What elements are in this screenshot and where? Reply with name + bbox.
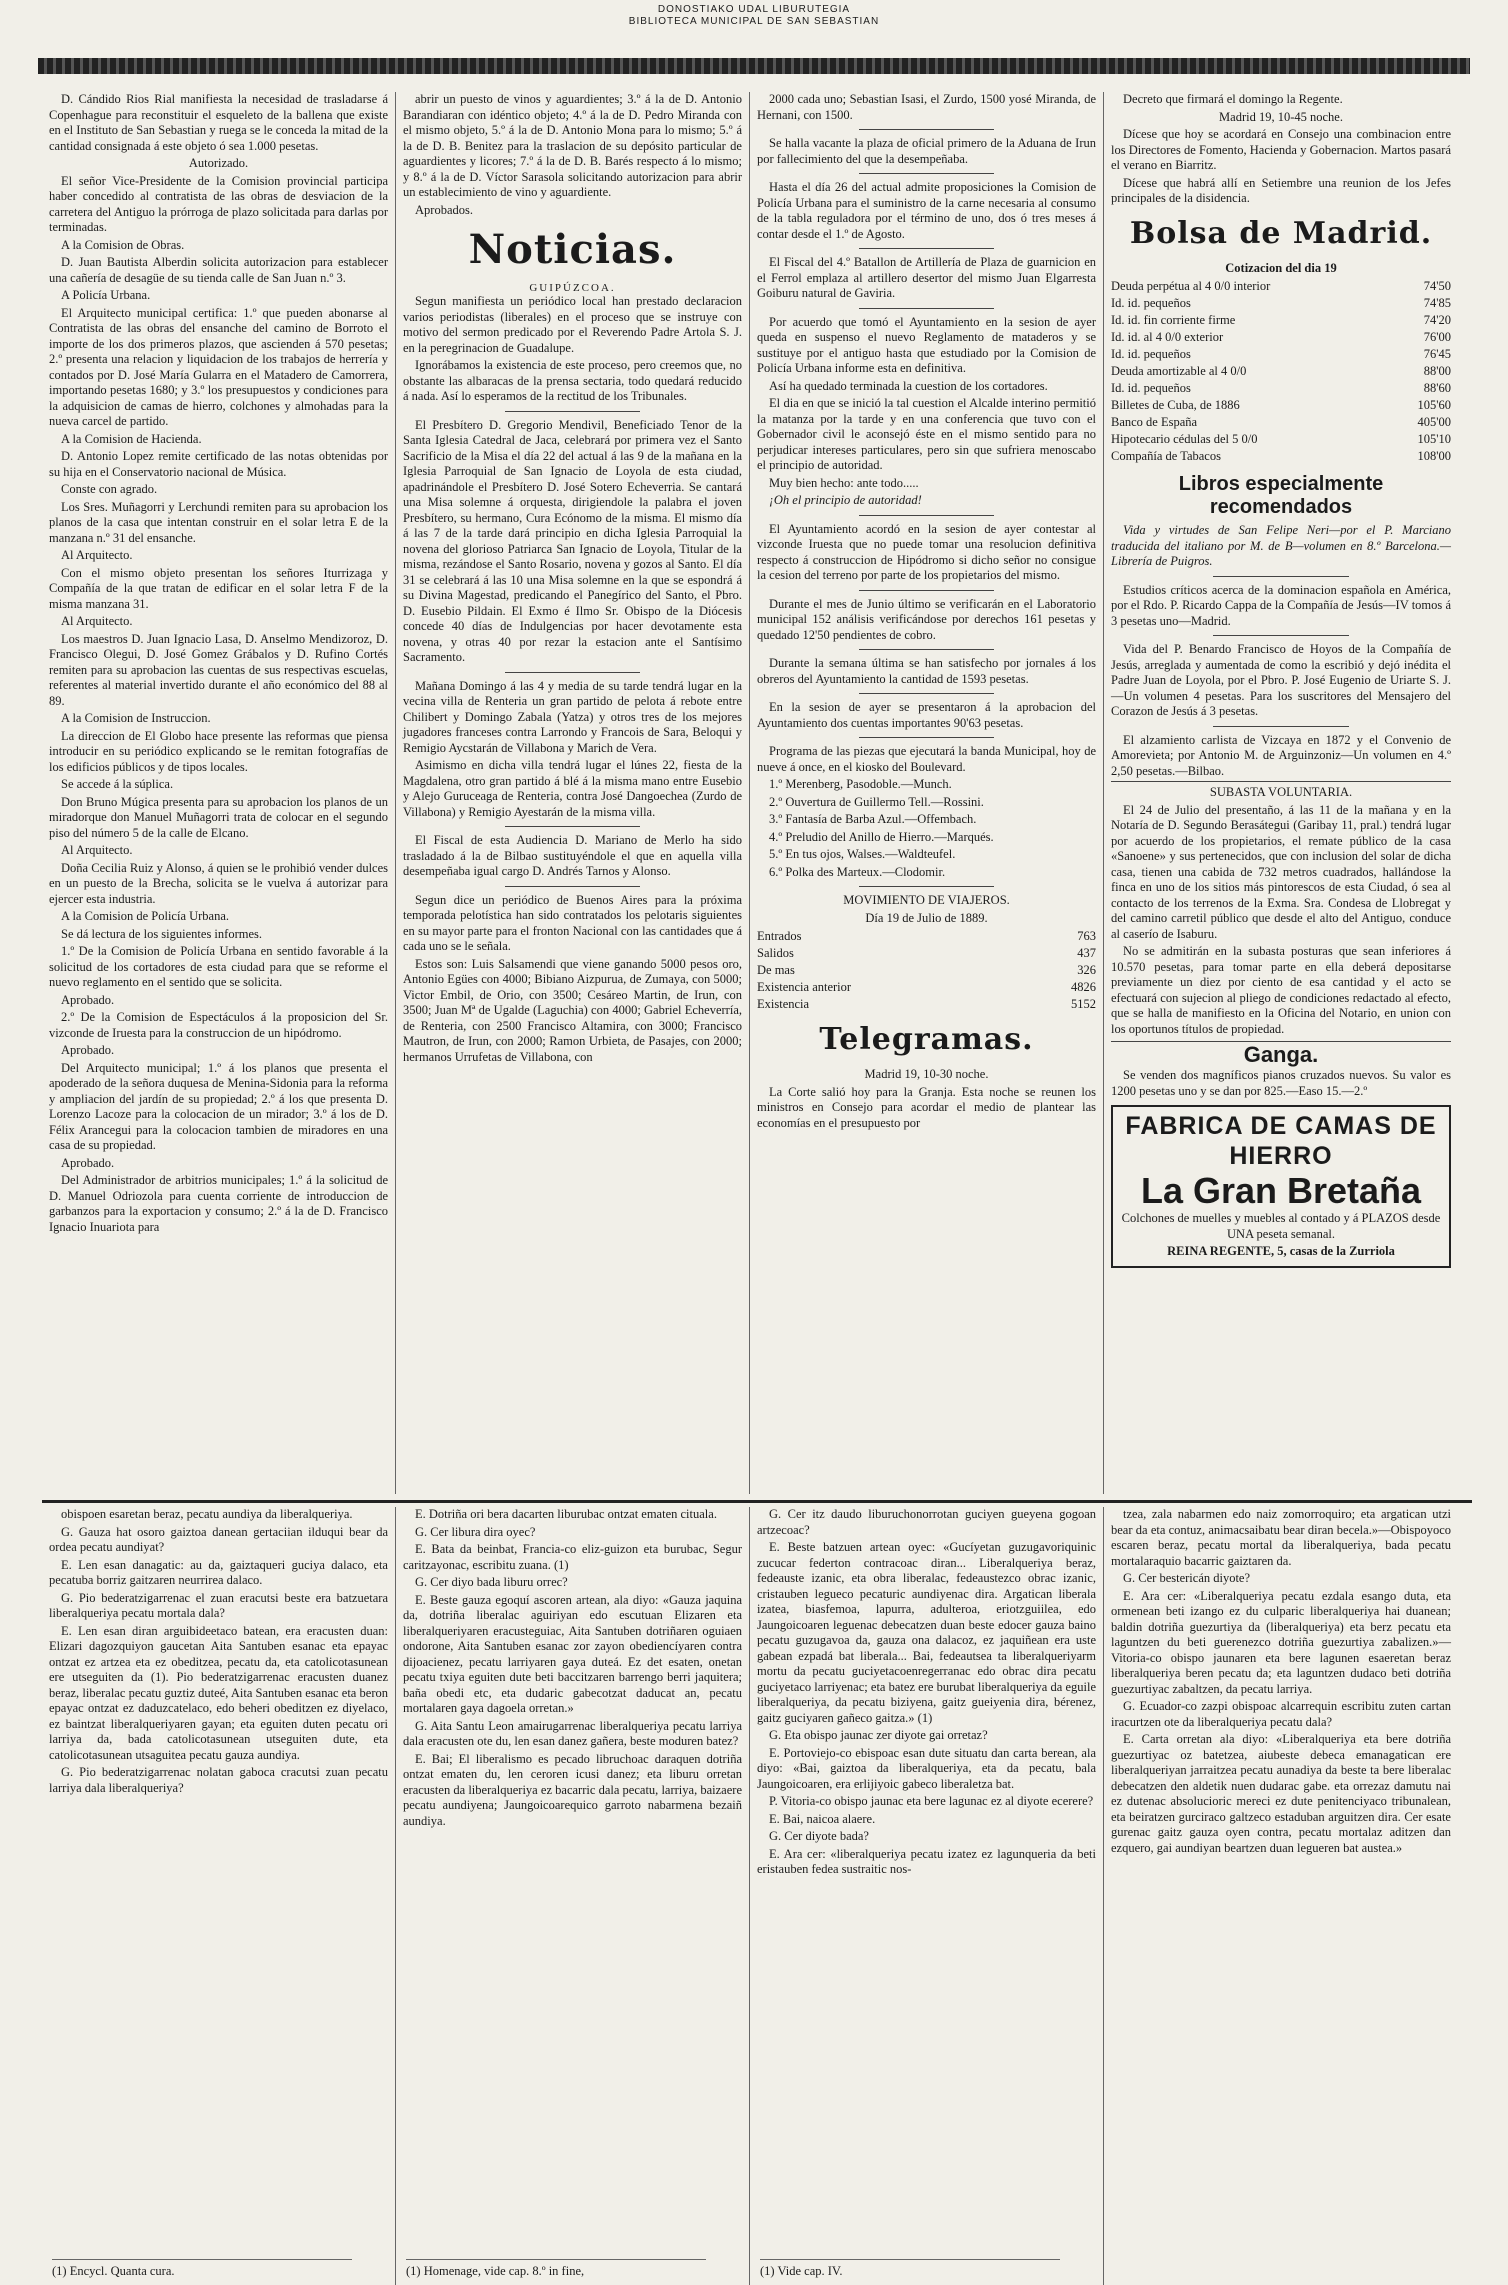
ad-address: REINA REGENTE, 5, casas de la Zurriola xyxy=(1167,1244,1395,1258)
divider xyxy=(859,248,995,249)
table-cell: 405'00 xyxy=(1417,415,1451,429)
paragraph: Al Arquitecto. xyxy=(61,614,133,628)
column-1 xyxy=(42,92,396,1494)
paragraph: No se admitirán en la subasta posturas que sean inferiores á 10.570 pesetas, para tomar parte en ella deberá depositarse previamente un diez por ciento de esa cantidad y el acto se efectuará con sujecion al pliego de condiciones redactado al efecto, que se halla de manifiesto en la Oficina del Notario, en union con los oportunos títulos de propiedad. xyxy=(1111,944,1451,1036)
paragraph: Con el mismo objeto presentan los señores Iturrizaga y Compañía de la que tratan de edificar en el solar letra F de la misma manzana 31. xyxy=(49,565,388,611)
divider xyxy=(859,590,995,591)
lower-column-2 xyxy=(396,1507,750,2285)
table-row xyxy=(1111,448,1451,465)
table-row xyxy=(1111,431,1451,448)
table-cell: Id. id. pequeños xyxy=(1111,381,1191,395)
footnote: (1) Vide cap. IV. xyxy=(760,2259,1060,2279)
paragraph: Se venden dos magníficos pianos cruzados nuevos. Su valor es 1200 pesetas uno y se dan por 825.—Easo 15.—2.º xyxy=(1111,1068,1451,1098)
paragraph: Segun dice un periódico de Buenos Aires para la próxima temporada pelotística han sido contratados los pelotaris siguientes en su mayor parte para el fronton Nacional con las cantidades que á cada uno se le señala. xyxy=(403,892,742,953)
paragraph: G. Aita Santu Leon amairugarrenac liberalqueriya pecatu larriya dala eracusten ote du, len esan danez gañera, beste moduren batez? xyxy=(403,1718,742,1748)
paragraph: 1.º De la Comision de Policía Urbana en sentido favorable á la solicitud de los cortadores de esta ciudad para que se reforme el nuevo reglamento en el sentido que se solicita. xyxy=(49,944,388,989)
column-4 xyxy=(1104,92,1458,1494)
program-item: 1.º Merenberg, Pasodoble.—Munch. xyxy=(769,777,952,791)
table-cell: Entrados xyxy=(757,929,802,943)
paragraph: La Corte salió hoy para la Granja. Esta noche se reunen los ministros en Consejo para acordar el medio de plantear las economías en el presupuesto por xyxy=(757,1084,1096,1130)
paragraph: El dia en que se inició la tal cuestion el Alcalde interino permitió la matanza por la tarde y en una conferencia que tuvo con el Gobernador civil le aconsejó éste en el mismo sentido para no perjudicar intereses particulares, pero sin que sufriera menoscabo el principio de autoridad. xyxy=(757,396,1096,472)
paragraph: Muy bien hecho: ante todo..... xyxy=(769,475,919,490)
divider xyxy=(1213,635,1349,636)
divider xyxy=(859,129,995,130)
table-cell: 763 xyxy=(1077,929,1096,943)
paragraph: E. Ara cer: «liberalqueriya pecatu izatez ez lagunqueria da beti eristauben fedea sustraitic nos- xyxy=(757,1846,1096,1876)
table-cell: Id. id. al 4 0/0 exterior xyxy=(1111,330,1224,344)
paragraph: Autorizado. xyxy=(188,156,249,170)
advertisement-box xyxy=(1111,1105,1451,1268)
column-3 xyxy=(750,92,1104,1494)
table-row xyxy=(1111,312,1451,329)
table-cell: 88'00 xyxy=(1423,364,1451,378)
library-stamp xyxy=(0,4,1508,28)
paragraph: En la sesion de ayer se presentaron á la aprobacion del Ayuntamiento dos cuentas importantes 90'63 pesetas. xyxy=(757,700,1096,730)
paragraph: G. Ecuador-co zazpi obispoac alcarrequin escribitu zuten cartan iracurtzen ote da liberalqueriya pecatu dala? xyxy=(1111,1699,1451,1729)
paragraph: G. Cer diyote bada? xyxy=(769,1829,869,1843)
paragraph: E. Ara cer: «Liberalqueriya pecatu ezdala esango duta, eta ormenean beti izango ez du culparic liberalqueriya hai duanean; baldin dotriña guezurtiya da (liberalqueriya) eta berz pecatu eta laguntzen du beti guerenezco dotriña guezurtiya zabalizen.»—Vitoria-co obispo jaunaren eta bere lagunen esaeretan beraz liberalqueriya beren pecatu da; eta laguntzen dudaco beti dotriña guezurtiyac zabaltzen, da pecatu larriya. xyxy=(1111,1588,1451,1696)
paragraph: A la Comision de Instruccion. xyxy=(61,711,211,725)
movement-table xyxy=(757,928,1096,1013)
movement-title: MOVIMIENTO DE VIAJEROS. xyxy=(843,893,1010,907)
table-cell: 5152 xyxy=(1071,997,1096,1011)
table-cell: 88'60 xyxy=(1423,381,1451,395)
paragraph: 2000 cada uno; Sebastian Isasi, el Zurdo, 1500 yosé Miranda, de Hernani, con 1500. xyxy=(757,92,1096,122)
paragraph: Decreto que firmará el domingo la Regente. xyxy=(1123,92,1343,106)
paragraph: A la Comision de Policía Urbana. xyxy=(61,909,230,923)
table-cell: 74'20 xyxy=(1423,313,1451,327)
table-cell: Deuda perpétua al 4 0/0 interior xyxy=(1111,279,1271,293)
program-item: 5.º En tus ojos, Walses.—Waldteufel. xyxy=(769,847,956,861)
paragraph: G. Gauza hat osoro gaiztoa danean gertaciian ilduqui bear da ordea pecatu aundiyat? xyxy=(49,1524,388,1554)
telegram-date: Madrid 19, 10-45 noche. xyxy=(1219,109,1343,124)
paragraph: D. Juan Bautista Alberdin solicita autorizacion para establecer una cañería de desagüe de su tienda calle de San Juan n.º 3. xyxy=(49,255,388,285)
section-heading-bolsa: Bolsa de Madrid. xyxy=(1129,215,1433,251)
table-cell: 108'00 xyxy=(1417,449,1451,463)
paragraph: E. Dotriña ori bera dacarten liburubac ontzat ematen cituala. xyxy=(415,1507,717,1521)
divider xyxy=(859,693,995,694)
paragraph: Aprobados. xyxy=(415,202,473,217)
paragraph: Asimismo en dicha villa tendrá lugar el lúnes 22, fiesta de la Magdalena, otro gran partido á blé á la misma mano entre Eusebio y Alejo Guruceaga de Renteria, contra José Dangoechea (Zurdo de Villabona) y Remigio Ayestarán de la misma villa. xyxy=(403,758,742,819)
paragraph: Dícese que hoy se acordará en Consejo una combinacion entre los Directores de Fomento, Hacienda y Gobernacion. Martos pasará el verano en Biarritz. xyxy=(1111,127,1451,172)
ad-brand: La Gran Bretaña xyxy=(1140,1170,1422,1211)
section-heading-telegramas: Telegramas. xyxy=(819,1022,1034,1057)
paragraph: El señor Vice-Presidente de la Comision provincial participa haber concedido al contratista de las obras de desviacion de la carretera del Antiguo la prórroga de plazo solicitada para darlas por terminadas. xyxy=(49,173,388,234)
ganga-title: Ganga. xyxy=(1111,1041,1451,1068)
table-cell: Salidos xyxy=(757,946,794,960)
paragraph: ¡Oh el principio de autoridad! xyxy=(769,493,922,507)
paragraph: E. Len esan diran arguibideetaco batean, era eracusten duan: Elizari dagozquiyon gaucetan Aita Santuben esanac eta epayac ontzat ez artzea eta ez obeditzea, pecatu da, eta catolicotasunean ere utseguiten da (1). Pio bederatzigarrenac eracusten duanez beraz, liberalac pecatu guztiz duteé, Aita Santuben esanac eta beron epayac ontzat ez daduzcatelaco, edo beheri obeditzen ez diyelaco, ez baintzat liberalqueriyaren gayan; eta eguiten duten pecatu ori larriya da, bada catolicotasunean utseguiten dute, eta catolicotasunean utsaguitea pecatu gauza aundiya. xyxy=(49,1623,388,1762)
book-entry: Vida y virtudes de San Felipe Neri—por el P. Marciano traducida del italiano por M. de B—volumen en 8.º Barcelona.—Librería de Puigros. xyxy=(1111,523,1451,568)
paragraph: Al Arquitecto. xyxy=(61,843,133,857)
table-row xyxy=(1111,346,1451,363)
table-row xyxy=(757,928,1096,945)
table-row xyxy=(1111,329,1451,346)
paragraph: E. Bata da beinbat, Francia-co eliz-guizon eta burubac, Segur caritzayonac, escribitu zuana. (1) xyxy=(403,1542,742,1572)
divider xyxy=(505,886,641,887)
divider xyxy=(505,826,641,827)
program-item: 3.º Fantasía de Barba Azul.—Offembach. xyxy=(769,812,977,826)
paragraph: Así ha quedado terminada la cuestion de los cortadores. xyxy=(769,378,1048,393)
paragraph: Los maestros D. Juan Ignacio Lasa, D. Anselmo Mendizoroz, D. Francisco Olegui, D. José Gomez Grábalos y D. Rufino Cortés remiten para su aprobacion las cuentas de sus respectivas escuelas, referentes al material invertido durante el año económico del 88 al 89. xyxy=(49,631,388,708)
footnote: (1) Encycl. Quanta cura. xyxy=(52,2259,352,2279)
paragraph: Hasta el día 26 del actual admite proposiciones la Comision de Policía Urbana para el suministro de la carne necesaria al consumo de la tabla reguladora por el término de uno, dos ó tres meses á contar desde el 1.º de Agosto. xyxy=(757,180,1096,241)
movement-date: Día 19 de Julio de 1889. xyxy=(865,910,988,925)
paragraph: D. Cándido Rios Rial manifiesta la necesidad de trasladarse á Copenhague para reconstituir el esqueleto de la ballena que existe en el Instituto de San Sebastian y ruega se le conceda la mitad de la cantidad consignada á este objeto ó sea 1.000 pesetas. xyxy=(49,92,388,153)
column-2 xyxy=(396,92,750,1494)
table-row xyxy=(1111,397,1451,414)
footnote: (1) Homenage, vide cap. 8.º in fine, xyxy=(406,2259,706,2279)
paragraph: Se halla vacante la plaza de oficial primero de la Aduana de Irun por fallecimiento del que la desempeñaba. xyxy=(757,136,1096,166)
paragraph: abrir un puesto de vinos y aguardientes; 3.º á la de D. Antonio Barandiaran con idéntico objeto; 4.º á la de D. Pedro Miranda con el mismo objeto, 5.º á la de D. Antonio Mona para lo mismo; 5.º á la de D. B. Benitez para la traslacion de su depósito particular de aguardientes y licores; 7.º á la de D. B. Barés respecto á lo mismo; y 8.º á la de D. Víctor Sarasola solicitando autorizacion para abrir un establecimiento de vino y aguardiente. xyxy=(403,92,742,199)
paragraph: obispoen esaretan beraz, pecatu aundiya da liberalqueriya. xyxy=(61,1507,353,1521)
table-row xyxy=(1111,278,1451,295)
paragraph: Dícese que habrá allí en Setiembre una reunion de los Jefes principales de la disidencia. xyxy=(1111,175,1451,205)
paragraph: El Ayuntamiento acordó en la sesion de ayer contestar al vizconde Iruesta que no puede tomar una resolucion definitiva respecto á construccion de Hipódromo si dicho señor no consigue la cesion del terreno por parte de los propietarios del mismo. xyxy=(757,521,1096,582)
paragraph: G. Eta obispo jaunac zer diyote gai orretaz? xyxy=(769,1728,988,1742)
table-cell: Hipotecario cédulas del 5 0/0 xyxy=(1111,432,1258,446)
paragraph: El Fiscal de esta Audiencia D. Mariano de Merlo ha sido trasladado á la de Bilbao sustituyéndole el que en aquella villa desempeñaba igual cargo D. Andrés Tarnos y Alonso. xyxy=(403,833,742,878)
stamp-line-1: DONOSTIAKO UDAL LIBURUTEGIA xyxy=(657,4,851,15)
paragraph: Al Arquitecto. xyxy=(61,548,133,562)
paragraph: Don Bruno Múgica presenta para su aprobacion los planos de un miradorque don Manuel Muñagorri trata de colocar en el segundo piso del número 5 de la calle de Elcano. xyxy=(49,794,388,840)
program-item: 2.º Ouvertura de Guillermo Tell.—Rossini. xyxy=(769,794,984,809)
table-row xyxy=(757,945,1096,962)
paragraph: A la Comision de Obras. xyxy=(61,237,185,252)
paragraph: Durante el mes de Junio último se verificarán en el Laboratorio municipal 152 análisis verificándose por derechos 161 pesetas y quedado 12'50 pendientes de cobro. xyxy=(757,596,1096,642)
divider xyxy=(1213,726,1349,727)
table-cell: Compañía de Tabacos xyxy=(1111,449,1221,463)
section-subheading: GUIPÚZCOA. xyxy=(529,282,616,294)
table-cell: Deuda amortizable al 4 0/0 xyxy=(1111,364,1247,378)
paragraph: El 24 de Julio del presentaño, á las 11 de la mañana y en la Notaría de D. Segundo Berasátegui (Garibay 11, pral.) tendrá lugar por acuerdo de los propietarios, el remate público de la casa «Sanoene» y sus pertenecidos, que con inclusion del solar de dicha casa, tienen una cabida de 732 metros cuadrados, hallándose la finca en uno de los sitios más pintorescos de esta Ciudad, ó sea al contacto de los terrenos de la Exma. Sra. Condesa de Llobregat y del camino carretil público que desde el alto del Antiguo, conduce al caserío de Isaburu. xyxy=(1111,802,1451,941)
telegram-date: Madrid 19, 10-30 noche. xyxy=(864,1067,989,1081)
masthead-rule xyxy=(38,58,1470,74)
divider xyxy=(859,886,995,887)
paragraph: Ignorábamos la existencia de este proceso, pero creemos que, no obstante las albaracas de la prensa sectaria, todo quedará reducido á nada. Así lo esperamos de la rectitud de los Tribunales. xyxy=(403,358,742,403)
paragraph: Doña Cecilia Ruiz y Alonso, á quien se le prohibió vender dulces en un puesto de la Brecha, solicita se le vuelva á autorizar para ejercer esta industria. xyxy=(49,860,388,906)
table-row xyxy=(757,979,1096,996)
paragraph: tzea, zala nabarmen edo naiz zomorroquiro; eta argatican utzi bear da eta contuz, animacsaibatu bear diran becela.»—Obispoyoco escaren beraz, pecatu mortal da liberalqueriya, bada pecatu mortalaraquio bacarric gaiztaren da. xyxy=(1111,1507,1451,1568)
paragraph: G. Pio bederatzigarrenac el zuan eracutsi beste era batzuetara liberalqueriya pecatu mortala dala? xyxy=(49,1590,388,1620)
table-cell: Billetes de Cuba, de 1886 xyxy=(1111,398,1240,412)
paragraph: Durante la semana última se han satisfecho por jornales á los obreros del Ayuntamiento la cantidad de 1593 pesetas. xyxy=(757,656,1096,686)
program-item: 4.º Preludio del Anillo de Hierro.—Marqués. xyxy=(769,829,994,844)
section-heading-libros: Libros especialmente recomendados xyxy=(1178,473,1384,518)
paragraph: E. Carta orretan ala diyo: «Liberalqueriya eta bere dotriña guezurtiyac oz batetzea, aiubeste debeca emanagatican ere liberalqueriyan jarraitzea pecatu aunadiya da beste ta bere liberalac debecatzen den aldetik nuen dudarac gabe. eta orrezaz damutu nai ez dutenac absolucioric mereci ez dute penitenciyaco tribunalean, eta beiratzen gurciraco galtzeco estaduban arguitzen dira. Cer esate gurenac gaitz gauza oyen contra, pecatu mortalaz aditzen dan ezquero, gai aundiyan beartzen duan legueren bat austea.» xyxy=(1111,1732,1451,1855)
paragraph: E. Bai; El liberalismo es pecado libruchoac daraquen dotriña ontzat ematen du, len ceroren icusi danez; eta liburu orretan eracusten da liberalqueriya ez bacarric dala pecatu, larriya, baizaere pecatu aundiyena; Jaungoicoarequico garroto nabarmena bezaiñ aundiya. xyxy=(403,1751,742,1828)
paragraph: Segun manifiesta un periódico local han prestado declaracion varios periodistas (liberales) en el proceso que se instruye con motivo del sermon predicado por el Reverendo Padre Artola S. J. en la peregrinacion de Guadalupe. xyxy=(403,294,742,355)
paragraph: E. Bai, naicoa alaere. xyxy=(769,1811,876,1826)
table-cell: 105'60 xyxy=(1417,398,1451,412)
table-cell: 4826 xyxy=(1071,980,1096,994)
paragraph: E. Beste gauza egoquí ascoren artean, ala diyo: «Gauza jaquina da, dotriña liberalac aguiriyan edo escutuan Elizaren eta liberalqueriyaren eracusteguiac, Aita Santuben dotriñaren oguiaen ondorone, Aita Santuben esanac zor zayon obediencíyaren contra dijoacienez, pecatu larriyaren gaya duteá. Ez det esaten, onetan pecatu txiya eguiten dute beti baccitzaren barrengo berri jaquitera; baña obedi etc, eta dudaric gabecotzat daducat an, pecatu mortalaren gaya dagoela orretan.» xyxy=(403,1592,742,1715)
paragraph: Aprobado. xyxy=(61,992,115,1007)
paragraph: Del Administrador de arbitrios municipales; 1.º á la solicitud de D. Manuel Odriozola para cuenta corriente de introduccion de garbanzos para la exportacion y consumo; 2.º á la de D. Francisco Ignacio Inuariota para xyxy=(49,1173,388,1234)
book-entry: El alzamiento carlista de Vizcaya en 1872 y el Convenio de Amorevieta; por Antonio M. de Arguinzoniz—Un volumen en 4.º 2,50 pesetas.—Bilbao. xyxy=(1111,732,1451,778)
paragraph: Aprobado. xyxy=(61,1155,115,1170)
paragraph: Mañana Domingo á las 4 y media de su tarde tendrá lugar en la vecina villa de Renteria un gran partido de pelota á rebote entre Chilibert y Domingo Zabala (Yatza) y otros tres de los mejores jugadores franceses contra Larrondo y Francois de Sara, Beloqui y Remigio Aycstarán de Villabona y Marich de Vera. xyxy=(403,678,742,755)
paragraph: P. Vitoria-co obispo jaunac eta bere lagunac ez al diyote ecerere? xyxy=(769,1794,1094,1808)
paragraph: El Presbítero D. Gregorio Mendivil, Beneficiado Tenor de la Santa Iglesia Catedral de Jaca, celebrará por primera vez el Santo Sacrificio de la Misa el día 22 del actual á las 9 de la mañana en la Iglesia Parroquial de San Ignacio de Loyola de esta ciudad, apadrinándole el Presbítero D. José Sotero Echeverria. Se cantará una Misa solemne á orquesta, dirigiendole la palabra el joven Presbítero, su hermano, Cura Ecónomo de la misma. El mismo día á las 7 de la tarde dará principio en dicha Iglesia Parroquial la novena del glorioso Patriarca San Ignacio de Loyola, Titular de la misma, rezándose el Santo Rosario, novena y gozos al Santo. El día 31 se celebrará á las 10 una Misa solemne en la que se espondrá á su Divina Magestad, predicando el Panegírico del Santo, el Pbro. D. Eusebio Pildain. El Exmo é Ilmo Sr. Obispo de la Diócesis concede 40 días de Indulgencias por hacer devotamente esta novena, y otras 40 por rezar la estacion ante el Santísimo Sacramento. xyxy=(403,417,742,664)
table-cell: 437 xyxy=(1077,946,1096,960)
quotation-table xyxy=(1111,278,1451,465)
paragraph: E. Len esan danagatic: au da, gaiztaqueri guciya dalaco, eta pecatuba borriz gaitzaren neurrirea dalaco. xyxy=(49,1557,388,1587)
paragraph: E. Portoviejo-co ebispoac esan dute situatu dan carta berean, ala diyo: «Bai, gaiztoa da liberalqueriya, eta da pecatu, bala Jaungoicoaren, era erlijiyoic gabeco liberaletza bat. xyxy=(757,1745,1096,1791)
paragraph: Por acuerdo que tomó el Ayuntamiento en la sesion de ayer queda en suspenso el nuevo Reglamento de mataderos y se sustituye por el antiguo hasta que estudiado por la Comision de Policía Urbana informe esta en definitiva. xyxy=(757,314,1096,375)
divider xyxy=(859,737,995,738)
paragraph: G. Cer itz daudo liburuchonorrotan guciyen gueyena gogoan artzecoac? xyxy=(757,1507,1096,1537)
paragraph: Se dá lectura de los siguientes informes. xyxy=(61,926,262,941)
divider xyxy=(1213,576,1349,577)
paragraph: G. Cer bestericán diyote? xyxy=(1123,1571,1251,1585)
paragraph: A la Comision de Hacienda. xyxy=(61,431,202,446)
paragraph: El Arquitecto municipal certifica: 1.º que pueden abonarse al Contratista de las obras del ensanche del camino de Borroto el importe de los dos primeros plazos, que ascienden á 570 pesetas; 2.º presenta una relacion y liquidacion de los trabajos de herrería y contados por D. José María Gularra en el Matadero de Camorrera, importando pesetas 1680; y 3.º los presupuestos y condiciones para la adquisicion de camas de hierro, colchones y almohadas para la nueva carcel de partido. xyxy=(49,305,388,428)
table-cell: 74'85 xyxy=(1423,296,1451,310)
table-cell: 105'10 xyxy=(1417,432,1451,446)
paragraph: E. Beste batzuen artean oyec: «Gucíyetan guzugavoriquinic zucucar federton contracoac diran... Liberalqueriya beraz, fedeauste izanic, eta obra liberalac, fedeaustezco obrac izanic, cristauben legueco pecaturic aundiyenac dira. Argatican liberala izatea, biasfemoa, lapurra, adulteroa, eriotzguiilea, edo Jaungoicoaren leguenac debecatzen duan beste edocer gauza baino pecatu guzugavoa da, gauza ona dalacoz, ez jaquiñean era uste gabean ezpadá bat liberala... Bai, fedeautsea ta liberalqueriyarm mortu da pecatu guciyetacoenregerranac edo obrac dira pecatu guciyetaco larriyenac; eta batez ere burubat liberalqueriya da eguile liberalqueriya, da pecatu biziyena, gaitz gueiyenia dira, bérenez, gaitz guciyaren gañeco gaitza.» (1) xyxy=(757,1540,1096,1725)
section-heading-noticias: Noticias. xyxy=(468,226,677,273)
table-cell: 326 xyxy=(1077,963,1096,977)
table-row xyxy=(1111,295,1451,312)
paragraph: A Policía Urbana. xyxy=(61,288,151,302)
table-cell: Banco de España xyxy=(1111,415,1198,429)
lower-column-3 xyxy=(750,1507,1104,2285)
table-cell: De mas xyxy=(757,963,795,977)
stamp-line-2: BIBLIOTECA MUNICIPAL DE SAN SEBASTIAN xyxy=(628,16,880,27)
paragraph: G. Cer diyo bada liburu orrec? xyxy=(415,1575,568,1589)
paragraph: Se accede á la súplica. xyxy=(61,777,174,791)
table-row xyxy=(1111,363,1451,380)
table-cell: 74'50 xyxy=(1423,279,1451,293)
program-item: 6.º Polka des Marteux.—Clodomir. xyxy=(769,864,946,879)
table-row xyxy=(1111,380,1451,397)
table-cell: Id. id. fin corriente firme xyxy=(1111,313,1236,327)
ad-headline: FABRICA DE CAMAS DE HIERRO xyxy=(1125,1112,1437,1170)
paragraph: D. Antonio Lopez remite certificado de las notas obtenidas por su hija en el Conservatorio nacional de Música. xyxy=(49,449,388,479)
divider xyxy=(505,672,641,673)
table-cell: Existencia xyxy=(757,997,810,1011)
divider xyxy=(859,649,995,650)
paragraph: Del Arquitecto municipal; 1.º á los planos que presenta el apoderado de la señora duquesa de Menina-Sidonia para la reforma y ampliacion del jardín de su propiedad; 2.º á los que presenta D. Lorenzo Lacoze para la colocacion de un mirador; 3.º á los de D. Félix Arancegui para la colocacion tambien de miradores en una casa de su propiedad. xyxy=(49,1060,388,1152)
book-entry: Vida del P. Benardo Francisco de Hoyos de la Compañía de Jesús, arreglada y aumentada de como la escribió y dejó inédita el Padre Juan de Loyola, por el Pbro. P. José Eugenio de Uriarte S. J.—Un volumen 4 pesetas. Para los suscritores del Mensajero del Corazon de Jesús á 3 pesetas. xyxy=(1111,642,1451,718)
table-row xyxy=(1111,414,1451,431)
lower-section xyxy=(42,1500,1472,2285)
quotation-title: Cotizacion del dia 19 xyxy=(1225,260,1337,275)
divider xyxy=(505,411,641,412)
table-cell: Id. id. pequeños xyxy=(1111,296,1191,310)
paragraph: Estos son: Luis Salsamendi que viene ganando 5000 pesos oro, Antonio Egües con 4000; Bibiano Aizpurua, de Zumaya, con 5000; Victor Embil, de Orio, con 3500; Cesáreo Martin, de Irun, con 3500; Juan Mª de Ugalde (Laguchia) con 4000; Gabriel Echeverría, de Renteria, con 2500 Francisco Altamira, con 3000; Francisco Mautron, de Irun, con 2000; Ramon Urbieta, de Pasajes, con 2000; hermanos Urrufetas de Villabona, con xyxy=(403,956,742,1064)
table-cell: 76'45 xyxy=(1423,347,1451,361)
table-row xyxy=(757,962,1096,979)
paragraph: 2.º De la Comision de Espectáculos á la proposicion del Sr. vizconde de Iruesta para la construccion de un hipódromo. xyxy=(49,1010,388,1040)
paragraph: Conste con agrado. xyxy=(61,482,158,496)
book-entry: Estudios críticos acerca de la dominacion española en América, por el Rdo. P. Ricardo Cappa de la Compañía de Jesús—IV tomos á 3 pesetas uno—Madrid. xyxy=(1111,582,1451,628)
divider xyxy=(859,173,995,174)
paragraph: Los Sres. Muñagorri y Lerchundi remiten para su aprobacion los planos de la casa que intentan construir en el solar letra E de la manzana n.º 31 del ensanche. xyxy=(49,499,388,545)
paragraph: G. Cer libura dira oyec? xyxy=(415,1524,536,1539)
table-cell: 76'00 xyxy=(1423,330,1451,344)
table-row xyxy=(757,996,1096,1013)
paragraph: Aprobado. xyxy=(61,1043,115,1057)
lower-column-4 xyxy=(1104,1507,1458,2285)
ad-text: Colchones de muelles y muebles al contado y á PLAZOS desde UNA peseta semanal. xyxy=(1121,1211,1441,1241)
paragraph: El Fiscal del 4.º Batallon de Artillería de Plaza de guarnicion en el Ferrol emplaza al artillero desertor del mismo Juan Elgarresta Goiburu natural de Gaviria. xyxy=(757,255,1096,300)
paragraph: G. Pio bederatzigarrenac nolatan gaboca cracutsi zuan pecatu larriya dala liberalqueriya? xyxy=(49,1765,388,1795)
table-cell: Id. id. pequeños xyxy=(1111,347,1191,361)
divider xyxy=(859,308,995,309)
lower-column-1 xyxy=(42,1507,396,2285)
paragraph: Programa de las piezas que ejecutará la banda Municipal, hoy de nueve á once, en el kiosko del Boulevard. xyxy=(757,744,1096,774)
subasta-title: SUBASTA VOLUNTARIA. xyxy=(1111,781,1451,801)
divider xyxy=(859,515,995,516)
paragraph: La direccion de El Globo hace presente las reformas que piensa introducir en su periódico explicando se le remitan fotografías de los edificios públicos y de tipos locales. xyxy=(49,728,388,774)
upper-section xyxy=(42,92,1472,1494)
table-cell: Existencia anterior xyxy=(757,980,852,994)
